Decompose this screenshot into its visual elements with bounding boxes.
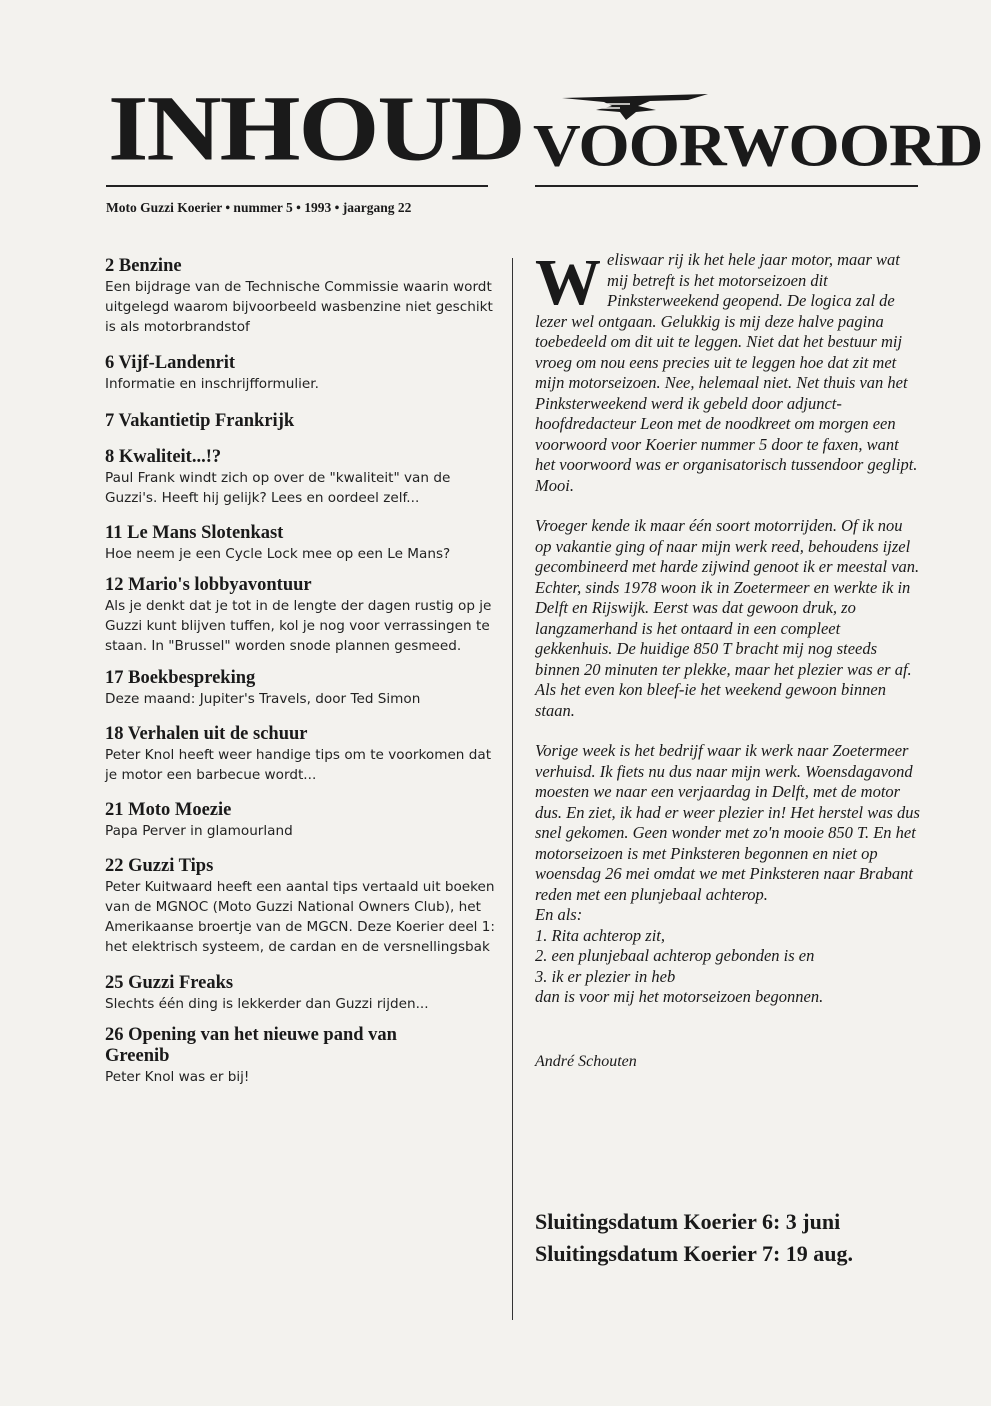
toc-heading: 21 Moto Moezie <box>105 800 232 820</box>
voorwoord-text <box>535 246 920 1008</box>
toc-description: Papa Perver in glamourland <box>105 823 293 839</box>
toc-description: Deze maand: Jupiter's Travels, door Ted Simon <box>105 691 421 707</box>
toc-item <box>105 973 497 1014</box>
toc-description: Peter Knol heeft weer handige tips om te voorkomen dat je motor een barbecue wordt... <box>105 747 492 783</box>
toc-item <box>105 411 497 432</box>
voorwoord-paragraph: Vorige week is het bedrijf waar ik werk naar Zoetermeer verhuisd. Ik fiets nu dus naar mijn werk. Woensdagavond moesten we naar een verjaardag in Delft, met de motor dus. En ziet, ik had er weer plezier in! Het herstel was dus snel gekomen. Geen wonder met zo'n mooie 850 T. En het motorseizoen is met Pinksteren begonnen en niet op woensdag 26 mei omdat we met Pinksteren naar Brabant reden met een plunjebaal achterop. <box>535 741 920 904</box>
issue-subtitle: Moto Guzzi Koerier • nummer 5 • 1993 • jaargang 22 <box>106 200 412 215</box>
list-item: 3. ik er plezier in heb <box>535 966 676 986</box>
toc-heading: 25 Guzzi Freaks <box>105 973 234 993</box>
list-outro: dan is voor mij het motorseizoen begonnen. <box>535 987 824 1006</box>
list-item: 2. een plunjebaal achterop gebonden is en <box>535 946 815 965</box>
list-intro: En als: <box>535 905 583 924</box>
column-divider <box>512 258 513 1320</box>
toc-description: Een bijdrage van de Technische Commissie waarin wordt uitgelegd waarom bijvoorbeeld wasbenzine niet geschikt is als motorbrandstof <box>105 279 493 335</box>
toc-item <box>105 856 497 957</box>
toc-heading: 8 Kwaliteit...!? <box>105 447 222 467</box>
title-voorwoord: VOORWOORD <box>533 112 983 180</box>
toc-heading: 22 Guzzi Tips <box>105 856 214 876</box>
voorwoord-paragraph: Vroeger kende ik maar één soort motorrijden. Of ik nou op vakantie ging of naar mijn werk reed, behoudens ijzel gecombineerd met harde zijwind genoot ik er meestal van. Echter, sinds 1978 woon ik in Zoetermeer en werkte ik in Delft en Rijswijk. Eerst was dat gewoon druk, zo langzamerhand is het ontaard in een compleet gekkenhuis. De huidige 850 T bracht mij nog steeds binnen 20 minuten ter plekke, maar het plezier was er af. Als het even kon bleef-ie het weekend gewoon binnen staan. <box>535 516 920 720</box>
toc-heading: 18 Verhalen uit de schuur <box>105 724 308 744</box>
closing-date-line: Sluitingsdatum Koerier 6: 3 juni <box>535 1209 841 1234</box>
closing-date-line: Sluitingsdatum Koerier 7: 19 aug. <box>535 1241 854 1266</box>
toc-description: Peter Knol was er bij! <box>105 1069 250 1085</box>
toc-item <box>105 353 497 394</box>
header-rule-right <box>535 185 918 187</box>
toc-item <box>105 800 497 841</box>
toc-heading: 12 Mario's lobbyavontuur <box>105 575 312 595</box>
toc-heading: 11 Le Mans Slotenkast <box>105 523 284 543</box>
table-of-contents <box>105 256 497 1087</box>
toc-item <box>105 724 497 785</box>
toc-heading: 17 Boekbespreking <box>105 668 256 688</box>
toc-heading: 6 Vijf-Landenrit <box>105 353 236 373</box>
toc-description: Hoe neem je een Cycle Lock mee op een Le Mans? <box>105 546 451 562</box>
toc-description: Slechts één ding is lekkerder dan Guzzi rijden... <box>105 996 429 1012</box>
signature: André Schouten <box>535 1053 637 1070</box>
toc-description: Peter Kuitwaard heeft een aantal tips vertaald uit boeken van de MGNOC (Moto Guzzi National Owners Club), het Amerikaanse broertje van de MGCN. Deze Koerier deel 1: het elektrisch systeem, de cardan en de versnellingsbak <box>105 879 496 955</box>
toc-item <box>105 668 497 709</box>
toc-item <box>105 256 497 337</box>
toc-item <box>105 523 497 564</box>
toc-heading: 7 Vakantietip Frankrijk <box>105 411 295 431</box>
voorwoord-paragraph: Weliswaar rij ik het hele jaar motor, maar wat mij betreft is het motorseizoen dit Pinksterweekend geopend. De logica zal de lezer wel ontgaan. Gelukkig is mij deze halve pagina toebedeeld om dit uit te leggen. Niet dat het bestuur mij vroeg om nou eens precies uit te leggen hoe dat zit met mijn motorseizoen. Nee, helemaal niet. Net thuis van het Pinksterweekend werd ik gebeld door adjunct-hoofdredacteur Leon met de noodkreet om morgen een voorwoord voor Koerier nummer 5 door te faxen, want het voorwoord was er organisatorisch tussendoor geglipt. Mooi. <box>535 246 918 495</box>
toc-description: Als je denkt dat je tot in de lengte der dagen rustig op je Guzzi kunt blijven tuffen, kol je nog voor verrassingen te staan. In "Brussel" worden snode plannen gesmeed. <box>105 598 492 654</box>
title-inhoud: INHOUD <box>108 76 524 181</box>
drop-cap: W <box>535 246 601 319</box>
header-rule-left <box>106 185 488 187</box>
toc-heading: 2 Benzine <box>105 256 182 276</box>
toc-heading: 26 Opening van het nieuwe pand van Greenib <box>105 1025 397 1066</box>
closing-dates <box>535 1206 853 1270</box>
toc-description: Informatie en inschrijfformulier. <box>105 376 319 392</box>
toc-item <box>105 447 497 508</box>
list-item: 1. Rita achterop zit, <box>535 925 666 945</box>
toc-item <box>105 575 497 656</box>
toc-item <box>105 1025 445 1087</box>
toc-description: Paul Frank windt zich op over de "kwaliteit" van de Guzzi's. Heeft hij gelijk? Lees en oordeel zelf... <box>105 470 451 506</box>
